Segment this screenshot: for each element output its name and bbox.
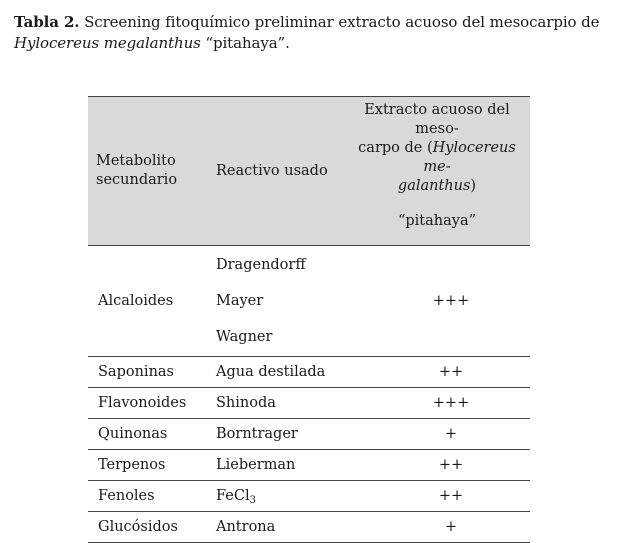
cell-result: ++ [344, 450, 530, 481]
cell-reagent-list [214, 246, 344, 357]
cell-reagent: Agua destilada [214, 357, 344, 388]
cell-result: + [344, 419, 530, 450]
cell-metabolite: Fenoles [88, 481, 214, 512]
cell-metabolite: Glucósidos [88, 512, 214, 543]
caption-text: Screening fitoquímico preliminar extracto acuoso del mesocarpio de [79, 13, 600, 31]
cell-reagent: Borntrager [214, 419, 344, 450]
table-row-glucosidos [88, 512, 530, 543]
table-row-terpenos [88, 450, 530, 481]
header-extract-line3: galanthus) [397, 178, 477, 194]
table-caption [14, 12, 636, 54]
cell-reagent: Mayer [216, 293, 264, 309]
cell-result: ++ [344, 357, 530, 388]
header-metabolite: Metabolito secundario [88, 97, 214, 246]
cell-metabolite: Saponinas [88, 357, 214, 388]
cell-metabolite: Quinonas [88, 419, 214, 450]
cell-reagent: Wagner [216, 329, 273, 345]
cell-metabolite: Flavonoides [88, 388, 214, 419]
table-row-fenoles [88, 481, 530, 512]
cell-metabolite: Alcaloides [88, 246, 214, 357]
cell-reagent: Antrona [214, 512, 344, 543]
caption-label: Tabla 2. [14, 13, 80, 31]
screening-table [88, 96, 530, 543]
table-row-quinonas [88, 419, 530, 450]
header-extract-line1: Extracto acuoso del meso- [364, 102, 510, 137]
table-row-flavonoides [88, 388, 530, 419]
cell-result: +++ [344, 246, 530, 357]
header-extract-line4: “pitahaya” [397, 213, 477, 229]
caption-suffix: “pitahaya”. [200, 34, 290, 52]
cell-result: + [344, 512, 530, 543]
cell-reagent: Dragendorff [216, 257, 306, 273]
caption-species: Hylocereus megalanthus [14, 34, 201, 52]
cell-result: ++ [344, 481, 530, 512]
header-extract [344, 97, 530, 246]
cell-reagent: Lieberman [214, 450, 344, 481]
header-row [88, 97, 530, 246]
cell-metabolite: Terpenos [88, 450, 214, 481]
header-reagent: Reactivo usado [214, 97, 344, 246]
cell-result: +++ [344, 388, 530, 419]
cell-reagent: Shinoda [214, 388, 344, 419]
table-row-alcaloides [88, 246, 530, 357]
header-extract-line2: carpo de (Hylocereus me- [358, 140, 516, 175]
table-row-saponinas [88, 357, 530, 388]
cell-reagent: FeCl$_3$ [214, 481, 344, 512]
